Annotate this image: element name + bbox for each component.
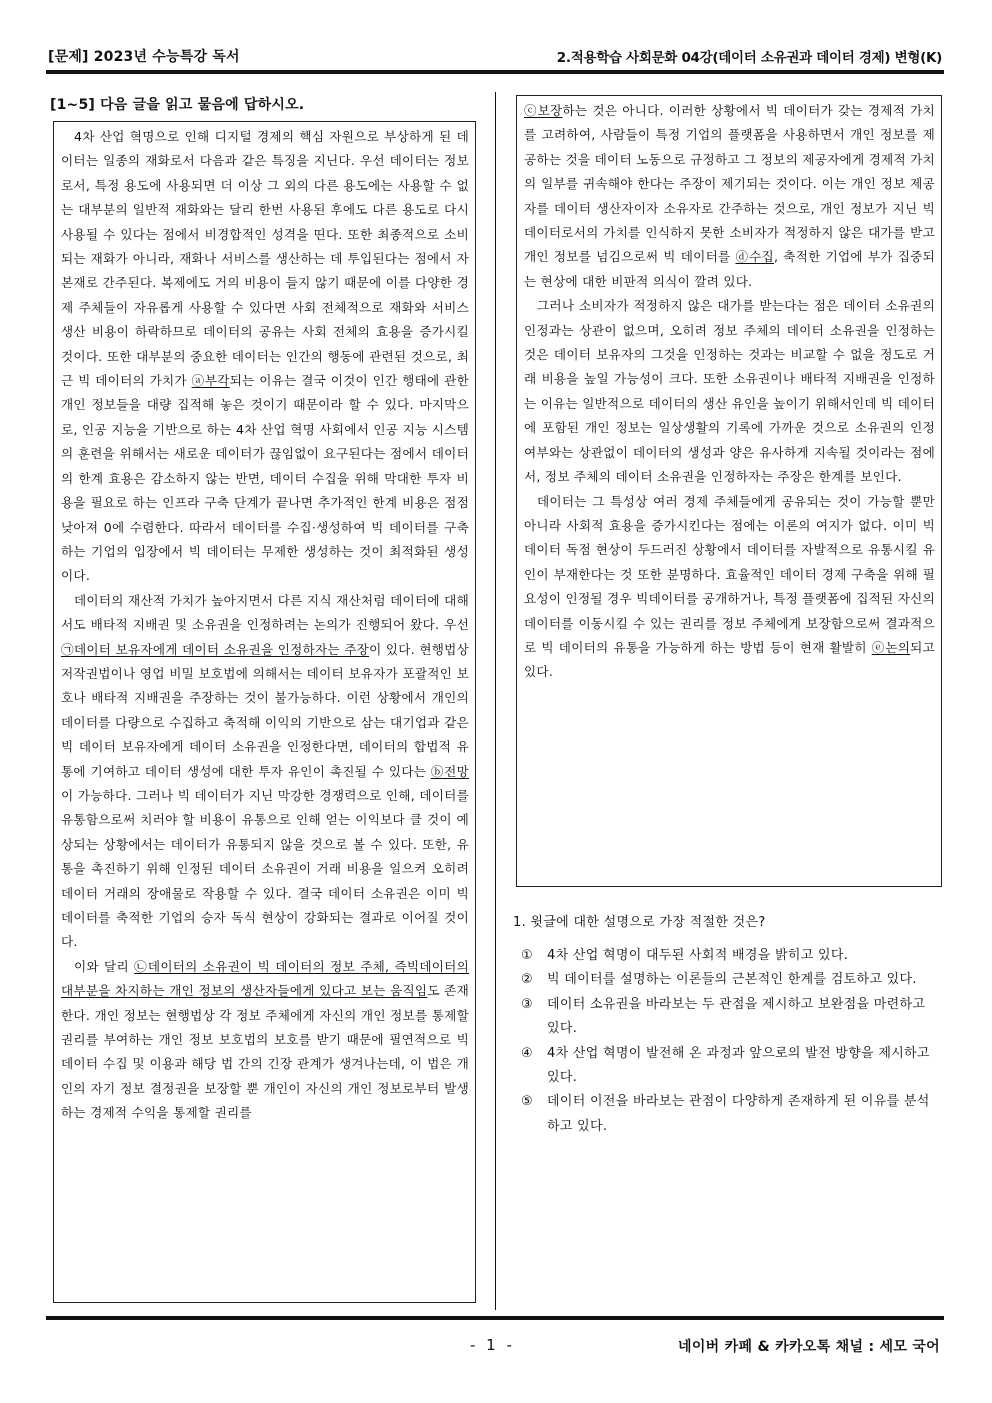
passage-box-right [516,95,942,887]
option-1[interactable]: ① 4차 산업 혁명이 대두된 사회적 배경을 밝히고 있다. [521,948,849,963]
passage-paragraph-3: 이와 달리 ㉡데이터의 소유권이 빅 데이터의 정보 주체, 즉빅데이터의 대부분을 차지하는 개인 정보의 생산자들에게 있다고 보는 움직임도 존재한다. 개인 정보는 현행법상 각 정보 주체에게 자신의 개인 정보를 통제할 권리를 부여하는 개인 정보 보호법의 보호를 받기 때문에 필연적으로 빅 데이터 수집 및 이용과 해당 법 간의 긴장 관계가 생겨나는데, 이 법은 개인의 자기 정보 결정권을 보장할 뿐 개인이 자신의 개인 정보로부터 발생하는 경제적 수익을 통제할 권리를 [61,958,469,1121]
passage-paragraph-1: 4차 산업 혁명으로 인해 디지털 경제의 핵심 자원으로 부상하게 된 데이터는 일종의 재화로서 다음과 같은 특징을 지닌다. 우선 데이터는 정보로서, 특정 용도에 사용되면 더 이상 그 외의 다른 용도에는 사용할 수 없는 대부분의 일반적 재화와는 달리 한번 사용된 후에도 다른 용도로 다시 사용될 수 있다는 점에서 비경합적인 성격을 띤다. 또한 최종적으로 소비되는 재화가 아니라, 재화나 서비스를 생산하는 데 투입된다는 점에서 자본재로 간주된다. 복제에도 거의 비용이 들지 않기 때문에 이를 다양한 경제 주체들이 자유롭게 사용할 수 있다면 사회 전체적으로 재화와 서비스 생산 비용이 하락하므로 데이터의 공유는 사회 전체의 효용을 증가시킬 것이다. 또한 대부분의 중요한 데이터는 인간의 행동에 관련된 것으로, 최근 빅 데이터의 가치가 ⓐ부각되는 이유는 결국 이것이 인간 행태에 관한 개인 정보들을 대량 집적해 놓은 것이기 때문이라 할 수 있다. 마지막으로, 인공 지능을 기반으로 하는 4차 산업 혁명 사회에서 인공 지능 시스템의 훈련을 위해서는 새로운 데이터가 끊임없이 요구된다는 점에서 데이터의 한계 효용은 감소하지 않는 반면, 데이터 수집을 위해 막대한 투자 비용을 필요로 하는 인프라 구축 단계가 끝나면 추가적인 한계 비용은 점점 낮아져 0에 수렴한다. 따라서 데이터를 수집·생성하여 빅 데이터를 구축하는 기업의 입장에서 빅 데이터는 무제한 생성하는 것이 최적화된 생성이다. [61,129,469,584]
question-stem: 1. 윗글에 대한 설명으로 가장 적절한 것은? [513,915,766,930]
vocab-a: ⓐ부각 [191,373,230,389]
answer-options [521,944,939,1139]
footer-credit: 네이버 카페 & 카카오톡 채널 : 세모 국어 [678,1339,940,1355]
header-rule [46,70,944,74]
vocab-e: ⓔ논의 [871,639,911,655]
page-number: - 1 - [470,1336,515,1354]
passage-paragraph-4: 그러나 소비자가 적정하지 않은 대가를 받는다는 점은 데이터 소유권의 인정과는 상관이 없으며, 오히려 정보 주체의 데이터 소유권을 인정하는 것은 데이터 보유자의 그것을 인정하는 것과는 비교할 수 없을 정도로 거래 비용을 높일 가능성이 크다. 또한 소유권이나 배타적 지배권을 인정하는 이유는 일반적으로 데이터의 생산 유인을 높이기 위해서인데 빅 데이터에 포함된 개인 정보는 일상생활의 기록에 가까운 것으로 소유권의 인정 여부와는 상관없이 데이터의 생성과 양은 유사하게 지속될 것이라는 점에서, 정보 주체의 데이터 소유권을 인정하자는 주장은 한계를 보인다. [524,298,935,485]
vocab-d: ⓓ수집 [735,249,774,265]
option-4[interactable]: ④ 4차 산업 혁명이 발전해 온 과정과 앞으로의 발전 방향을 제시하고 있다. [521,1045,930,1086]
column-divider [495,92,496,1310]
option-5[interactable]: ⑤ 데이터 이전을 바라보는 관점이 다양하게 존재하게 된 이유를 분석하고 있다. [521,1094,930,1134]
vocab-b: ⓑ전망 [430,763,469,779]
footer-rule [46,1316,944,1320]
passage-paragraph-2: 데이터의 재산적 가치가 높아지면서 다른 지식 재산처럼 데이터에 대해서도 배타적 지배권 및 소유권을 인정하려는 논의가 진행되어 왔다. 우선 ㉠데이터 보유자에게 데이터 소유권을 인정하자는 주장이 있다. 현행법상 저작권법이나 영업 비밀 보호법에 의해서는 데이터 보유자가 포괄적인 보호나 배타적 지배권을 주장하는 것이 불가능하다. 이런 상황에서 개인의 데이터를 다량으로 수집하고 축적해 이익의 기반으로 삼는 대기업과 같은 빅 데이터 보유자에게 데이터 소유권을 인정한다면, 데이터의 합법적 유통에 기여하고 데이터 생성에 대한 투자 유인이 촉진될 수 있다는 ⓑ전망이 가능하다. 그러나 빅 데이터가 지닌 막강한 경쟁력으로 인해, 데이터를 유통함으로써 치러야 할 비용이 유통으로 인해 얻는 이익보다 클 것이 예상되는 상황에서는 데이터가 유통되지 않을 것으로 볼 수 있다. 또한, 유통을 촉진하기 위해 인정된 데이터 소유권이 거래 비용을 일으켜 오히려 데이터 거래의 장애물로 작용할 수 있다. 결국 데이터 소유권은 이미 빅 데이터를 축적한 기업의 승자 독식 현상이 강화되는 결과로 이어질 것이다. [61,592,469,950]
vocab-c: ⓒ보장 [524,103,563,118]
passage-paragraph-3-cont: ⓒ보장하는 것은 아니다. 이러한 상황에서 빅 데이터가 갖는 경제적 가치를 고려하여, 사람들이 특정 기업의 플랫폼을 사용하면서 개인 정보를 제공하는 것을 데이터 노동으로 규정하고 그 정보의 제공자에게 경제적 가치의 일부를 귀속해야 한다는 주장이 제기되는 것이다. 이는 개인 정보 제공자를 데이터 생산자이자 소유자로 간주하는 것으로, 개인 정보가 지닌 빅데이터로서의 가치를 인식하지 못한 소비자가 적정하지 않은 대가를 받고 개인 정보를 넘김으로써 빅 데이터를 ⓓ수집, 축적한 기업에 부가 집중되는 현상에 대한 비판적 의식이 깔려 있다. [524,103,935,289]
instruction: [1~5] 다음 글을 읽고 물음에 답하시오. [50,97,305,113]
option-2[interactable]: ② 빅 데이터를 설명하는 이론들의 근본적인 한계를 검토하고 있다. [521,972,917,988]
header-title: [문제] 2023년 수능특강 독서 [48,49,240,65]
claim-1-underlined: ㉠데이터 보유자에게 데이터 소유권을 인정하자는 주장 [61,641,370,657]
passage-paragraph-5: 데이터는 그 특성상 여러 경제 주체들에게 공유되는 것이 가능할 뿐만 아니라 사회적 효용을 증가시킨다는 점에는 이론의 여지가 없다. 이미 빅 데이터 독점 현상이 두드러진 상황에서 데이터를 자발적으로 유통시킬 유인이 부재한다는 것 또한 분명하다. 효율적인 데이터 경제 구축을 위해 필요성이 인정될 경우 빅데이터를 공개하거나, 특정 플랫폼에 집적된 자신의 데이터를 이동시킬 수 있는 권리를 정보 주체에게 보장함으로써 결과적으로 빅 데이터의 유통을 가능하게 하는 방법 등이 현재 활발히 ⓔ논의되고 있다. [524,493,935,680]
option-3[interactable]: ③ 데이터 소유권을 바라보는 두 관점을 제시하고 보완점을 마련하고 있다. [521,996,926,1037]
passage-box-left [53,121,476,1303]
claim-2-underlined: ㉡데이터의 소유권이 빅 데이터의 정보 주체, 즉빅데이터의 대부분을 차지하는 개인 정보의 생산자들에게 있다고 보는 움직임 [61,958,469,999]
header-subtitle: 2.적용학습 사회문화 04강(데이터 소유권과 데이터 경제) 변형(K) [556,50,942,66]
